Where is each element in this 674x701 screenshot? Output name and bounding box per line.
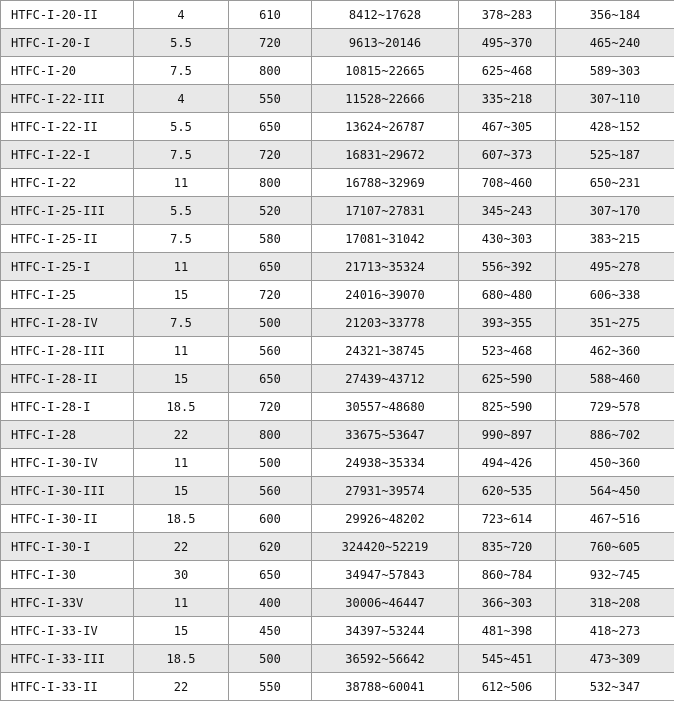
power-cell: 5.5 <box>134 197 229 225</box>
model-cell: HTFC-I-22-II <box>1 113 134 141</box>
airflow-cell: 33675~53647 <box>312 421 459 449</box>
airflow-cell: 16831~29672 <box>312 141 459 169</box>
table-row <box>1 309 674 337</box>
pressure-b-cell: 606~338 <box>556 281 674 309</box>
table-row <box>1 281 674 309</box>
airflow-cell: 24938~35334 <box>312 449 459 477</box>
table-row <box>1 449 674 477</box>
pressure-b-cell: 467~516 <box>556 505 674 533</box>
speed-cell: 550 <box>229 85 312 113</box>
pressure-a-cell: 481~398 <box>459 617 556 645</box>
model-cell: HTFC-I-25-II <box>1 225 134 253</box>
speed-cell: 720 <box>229 29 312 57</box>
table-row <box>1 169 674 197</box>
power-cell: 7.5 <box>134 309 229 337</box>
power-cell: 7.5 <box>134 57 229 85</box>
pressure-b-cell: 886~702 <box>556 421 674 449</box>
airflow-cell: 36592~56642 <box>312 645 459 673</box>
pressure-a-cell: 620~535 <box>459 477 556 505</box>
table-row <box>1 533 674 561</box>
pressure-a-cell: 430~303 <box>459 225 556 253</box>
model-cell: HTFC-I-30-III <box>1 477 134 505</box>
pressure-b-cell: 473~309 <box>556 645 674 673</box>
airflow-cell: 30557~48680 <box>312 393 459 421</box>
speed-cell: 450 <box>229 617 312 645</box>
model-cell: HTFC-I-22 <box>1 169 134 197</box>
model-cell: HTFC-I-28-I <box>1 393 134 421</box>
spec-table-body <box>1 1 674 701</box>
model-cell: HTFC-I-33-III <box>1 645 134 673</box>
power-cell: 7.5 <box>134 141 229 169</box>
model-cell: HTFC-I-33-IV <box>1 617 134 645</box>
pressure-b-cell: 383~215 <box>556 225 674 253</box>
pressure-a-cell: 494~426 <box>459 449 556 477</box>
model-cell: HTFC-I-28-III <box>1 337 134 365</box>
speed-cell: 580 <box>229 225 312 253</box>
airflow-cell: 17081~31042 <box>312 225 459 253</box>
speed-cell: 720 <box>229 281 312 309</box>
pressure-a-cell: 335~218 <box>459 85 556 113</box>
power-cell: 30 <box>134 561 229 589</box>
model-cell: HTFC-I-22-I <box>1 141 134 169</box>
power-cell: 15 <box>134 617 229 645</box>
pressure-b-cell: 428~152 <box>556 113 674 141</box>
pressure-b-cell: 418~273 <box>556 617 674 645</box>
table-row <box>1 421 674 449</box>
model-cell: HTFC-I-20-II <box>1 1 134 29</box>
airflow-cell: 24016~39070 <box>312 281 459 309</box>
pressure-b-cell: 589~303 <box>556 57 674 85</box>
speed-cell: 500 <box>229 645 312 673</box>
model-cell: HTFC-I-30-II <box>1 505 134 533</box>
speed-cell: 610 <box>229 1 312 29</box>
pressure-a-cell: 680~480 <box>459 281 556 309</box>
pressure-a-cell: 835~720 <box>459 533 556 561</box>
table-row <box>1 29 674 57</box>
airflow-cell: 27931~39574 <box>312 477 459 505</box>
speed-cell: 650 <box>229 113 312 141</box>
pressure-a-cell: 366~303 <box>459 589 556 617</box>
speed-cell: 650 <box>229 561 312 589</box>
model-cell: HTFC-I-28-II <box>1 365 134 393</box>
table-row <box>1 225 674 253</box>
power-cell: 11 <box>134 449 229 477</box>
airflow-cell: 324420~52219 <box>312 533 459 561</box>
pressure-b-cell: 932~745 <box>556 561 674 589</box>
pressure-b-cell: 525~187 <box>556 141 674 169</box>
airflow-cell: 34947~57843 <box>312 561 459 589</box>
pressure-a-cell: 607~373 <box>459 141 556 169</box>
speed-cell: 800 <box>229 169 312 197</box>
power-cell: 18.5 <box>134 505 229 533</box>
power-cell: 18.5 <box>134 645 229 673</box>
pressure-b-cell: 532~347 <box>556 673 674 701</box>
power-cell: 5.5 <box>134 29 229 57</box>
power-cell: 15 <box>134 365 229 393</box>
table-row <box>1 393 674 421</box>
model-cell: HTFC-I-25-III <box>1 197 134 225</box>
airflow-cell: 8412~17628 <box>312 1 459 29</box>
pressure-a-cell: 393~355 <box>459 309 556 337</box>
pressure-a-cell: 708~460 <box>459 169 556 197</box>
airflow-cell: 11528~22666 <box>312 85 459 113</box>
pressure-b-cell: 760~605 <box>556 533 674 561</box>
table-row <box>1 337 674 365</box>
power-cell: 11 <box>134 337 229 365</box>
pressure-a-cell: 467~305 <box>459 113 556 141</box>
airflow-cell: 34397~53244 <box>312 617 459 645</box>
model-cell: HTFC-I-33V <box>1 589 134 617</box>
pressure-a-cell: 545~451 <box>459 645 556 673</box>
pressure-a-cell: 825~590 <box>459 393 556 421</box>
pressure-b-cell: 356~184 <box>556 1 674 29</box>
power-cell: 11 <box>134 589 229 617</box>
airflow-cell: 30006~46447 <box>312 589 459 617</box>
table-row <box>1 645 674 673</box>
airflow-cell: 9613~20146 <box>312 29 459 57</box>
table-row <box>1 1 674 29</box>
pressure-a-cell: 378~283 <box>459 1 556 29</box>
pressure-a-cell: 625~468 <box>459 57 556 85</box>
speed-cell: 800 <box>229 57 312 85</box>
pressure-a-cell: 495~370 <box>459 29 556 57</box>
speed-cell: 650 <box>229 365 312 393</box>
pressure-b-cell: 588~460 <box>556 365 674 393</box>
pressure-b-cell: 307~110 <box>556 85 674 113</box>
power-cell: 11 <box>134 253 229 281</box>
speed-cell: 500 <box>229 449 312 477</box>
table-row <box>1 589 674 617</box>
speed-cell: 620 <box>229 533 312 561</box>
model-cell: HTFC-I-30-IV <box>1 449 134 477</box>
pressure-b-cell: 351~275 <box>556 309 674 337</box>
speed-cell: 560 <box>229 337 312 365</box>
power-cell: 4 <box>134 1 229 29</box>
power-cell: 11 <box>134 169 229 197</box>
pressure-a-cell: 345~243 <box>459 197 556 225</box>
power-cell: 15 <box>134 281 229 309</box>
speed-cell: 650 <box>229 253 312 281</box>
power-cell: 18.5 <box>134 393 229 421</box>
power-cell: 22 <box>134 533 229 561</box>
table-row <box>1 197 674 225</box>
pressure-b-cell: 450~360 <box>556 449 674 477</box>
pressure-a-cell: 990~897 <box>459 421 556 449</box>
table-row <box>1 505 674 533</box>
speed-cell: 560 <box>229 477 312 505</box>
airflow-cell: 21713~35324 <box>312 253 459 281</box>
pressure-b-cell: 465~240 <box>556 29 674 57</box>
table-row <box>1 365 674 393</box>
pressure-a-cell: 723~614 <box>459 505 556 533</box>
table-row <box>1 673 674 701</box>
pressure-a-cell: 860~784 <box>459 561 556 589</box>
pressure-b-cell: 307~170 <box>556 197 674 225</box>
model-cell: HTFC-I-25-I <box>1 253 134 281</box>
pressure-a-cell: 523~468 <box>459 337 556 365</box>
pressure-b-cell: 650~231 <box>556 169 674 197</box>
model-cell: HTFC-I-33-II <box>1 673 134 701</box>
model-cell: HTFC-I-20 <box>1 57 134 85</box>
power-cell: 22 <box>134 421 229 449</box>
power-cell: 7.5 <box>134 225 229 253</box>
table-row <box>1 477 674 505</box>
airflow-cell: 24321~38745 <box>312 337 459 365</box>
speed-cell: 720 <box>229 141 312 169</box>
pressure-b-cell: 729~578 <box>556 393 674 421</box>
pressure-a-cell: 556~392 <box>459 253 556 281</box>
airflow-cell: 17107~27831 <box>312 197 459 225</box>
pressure-a-cell: 625~590 <box>459 365 556 393</box>
model-cell: HTFC-I-28 <box>1 421 134 449</box>
speed-cell: 600 <box>229 505 312 533</box>
airflow-cell: 27439~43712 <box>312 365 459 393</box>
model-cell: HTFC-I-20-I <box>1 29 134 57</box>
airflow-cell: 16788~32969 <box>312 169 459 197</box>
pressure-b-cell: 564~450 <box>556 477 674 505</box>
speed-cell: 500 <box>229 309 312 337</box>
speed-cell: 520 <box>229 197 312 225</box>
model-cell: HTFC-I-30 <box>1 561 134 589</box>
airflow-cell: 38788~60041 <box>312 673 459 701</box>
table-row <box>1 617 674 645</box>
airflow-cell: 10815~22665 <box>312 57 459 85</box>
model-cell: HTFC-I-30-I <box>1 533 134 561</box>
power-cell: 15 <box>134 477 229 505</box>
airflow-cell: 13624~26787 <box>312 113 459 141</box>
speed-cell: 400 <box>229 589 312 617</box>
table-row <box>1 141 674 169</box>
speed-cell: 550 <box>229 673 312 701</box>
table-row <box>1 85 674 113</box>
table-row <box>1 57 674 85</box>
speed-cell: 800 <box>229 421 312 449</box>
model-cell: HTFC-I-25 <box>1 281 134 309</box>
table-row <box>1 561 674 589</box>
airflow-cell: 29926~48202 <box>312 505 459 533</box>
table-row <box>1 113 674 141</box>
power-cell: 22 <box>134 673 229 701</box>
power-cell: 4 <box>134 85 229 113</box>
speed-cell: 720 <box>229 393 312 421</box>
power-cell: 5.5 <box>134 113 229 141</box>
pressure-a-cell: 612~506 <box>459 673 556 701</box>
table-row <box>1 253 674 281</box>
pressure-b-cell: 318~208 <box>556 589 674 617</box>
pressure-b-cell: 462~360 <box>556 337 674 365</box>
pressure-b-cell: 495~278 <box>556 253 674 281</box>
model-cell: HTFC-I-28-IV <box>1 309 134 337</box>
airflow-cell: 21203~33778 <box>312 309 459 337</box>
model-cell: HTFC-I-22-III <box>1 85 134 113</box>
